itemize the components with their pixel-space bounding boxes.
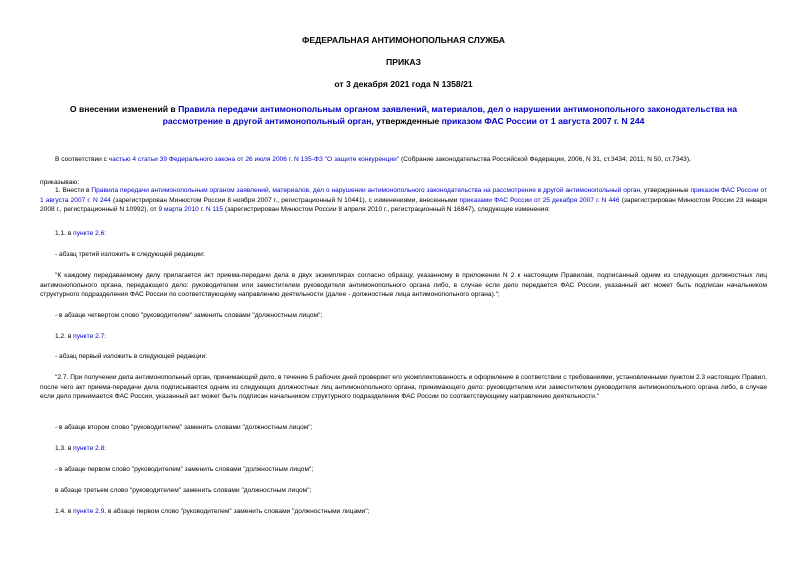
item-1-3-instruction-a: - в абзаце первом слово "руководителем" заменить словами "должностным лицом"; [55,466,314,473]
rules-link[interactable]: Правила передачи антимонопольным органом заявлений, материалов, дел о нарушении антимонопольного законодательства на рассмотрение в другой антимонопольный орган [162,104,738,126]
order-115-link[interactable]: 9 марта 2010 г. N 115 [158,206,224,213]
item-1-2: 1.2. в пункте 2.7: [55,333,107,340]
order-244-link[interactable]: приказом ФАС России от 1 августа 2007 г. N 244 [441,116,645,126]
document-title: О внесении изменений в Правила передачи антимонопольным органом заявлений, материалов, дел о нарушении антимонопольного законодательства на рассмотрение в другой антимонопольный орган, утвержденные приказом ФАС России от 1 августа 2007 г. N 244 [69,104,738,126]
paragraph-1: 1. Внести в Правила передачи антимонопольным органом заявлений, материалов, дел о нарушении антимонопольного законодательства на рассмотрение в другой антимонопольный орган, утвержденные приказом ФАС России от 1 августа 2007 г. N 244 (зарегистрирован Минюстом России 8 ноября 2007 г., регистрационный N 10441), с изменениями, внесенными приказами ФАС России от 25 декабря 2007 г. N 446 (зарегистрирован Минюстом России 23 января 2008 г., регистрационный N 10992), от 9 марта 2010 г. N 115 (зарегистрирован Минюстом России 8 апреля 2010 г., регистрационный N 16847), следующие изменения: [40,187,767,213]
item-1-2-instruction-b: - в абзаце втором слово "руководителем" заменить словами "должностным лицом"; [55,424,313,431]
item-1-4: 1.4. в пункте 2.9. в абзаце первом слово "руководителем" заменить словами "должностными лицами"; [55,508,370,515]
item-1-3-instruction-b: в абзаце третьем слово "руководителем" заменить словами "должностным лицом"; [55,487,312,494]
rules-link-2[interactable]: Правила передачи антимонопольным органом заявлений, материалов, дел о нарушении антимонопольного законодательства на рассмотрение в другой антимонопольный орган [91,187,641,194]
clause-2-8-link[interactable]: пункте 2.8 [73,445,105,452]
law-135fz-link[interactable]: частью 4 статьи 39 Федерального закона от 26 июля 2006 г. N 135-ФЗ "О защите конкуренции" [108,156,400,163]
clause-2-6-link[interactable]: пункте 2.6 [73,230,105,237]
item-1-1-instruction-b: - в абзаце четвертом слово "руководителем" заменить словами "должностным лицом"; [55,312,323,319]
item-1-1-quote: "К каждому передаваемому делу прилагается акт приема-передачи дела в двух экземплярах согласно образцу, указанному в приложении N 2 к настоящим Правилам, подписанный одним из следующих должностных лиц антимонопольного органа, передающего дело: руководителем или заместителем руководителя антимонопольного органа либо, в случае если дело передается ФАС России, указанный акт может быть подписан начальником структурного подразделения ФАС России по соответствующему направлению деятельности (далее - должностные лица антимонопольного органа)."; [40,272,767,298]
item-1-1-instruction-a: - абзац третий изложить в следующей редакции: [55,251,205,258]
basis-paragraph: В соответствии с частью 4 статьи 39 Федерального закона от 26 июля 2006 г. N 135-ФЗ "О защите конкуренции" (Собрание законодательства Российской Федерации, 2006, N 31, ст.3434; 2011, N 50, ст.7343), [55,156,691,163]
item-1-3: 1.3. в пункте 2.8: [55,445,107,452]
item-1-1: 1.1. в пункте 2.6: [55,230,107,237]
item-1-2-instruction-a: - абзац первый изложить в следующей редакции: [55,353,208,360]
clause-2-9-link[interactable]: пункте 2.9 [73,508,105,515]
item-1-2-quote: "2.7. При получении дела антимонопольный орган, принимающий дело, в течение 5 рабочих дней проверяет его укомплектованность и оформление в соответствии с требованиями, установленными пунктом 2.3 настоящих Правил, после чего акт приема-передачи дела подписывается одним из следующих должностных лиц антимонопольного органа, принимающего дело: руководителем или заместителем руководителя антимонопольного органа либо, в случае если дело принимается ФАС России, указанный акт может быть подписан начальником структурного подразделения ФАС России по соответствующему направлению деятельности." [40,374,767,400]
document-type: ПРИКАЗ [386,57,421,67]
agency-name: ФЕДЕРАЛЬНАЯ АНТИМОНОПОЛЬНАЯ СЛУЖБА [302,35,505,45]
clause-2-7-link[interactable]: пункте 2.7 [73,333,105,340]
order-446-link[interactable]: приказами ФАС России от 25 декабря 2007 г. N 446 [459,196,620,204]
order-word: приказываю: [40,179,80,186]
order-244-link-2[interactable]: приказом ФАС России от 1 августа 2007 г. N 244 [40,187,767,204]
document-date-number: от 3 декабря 2021 года N 1358/21 [334,79,473,89]
